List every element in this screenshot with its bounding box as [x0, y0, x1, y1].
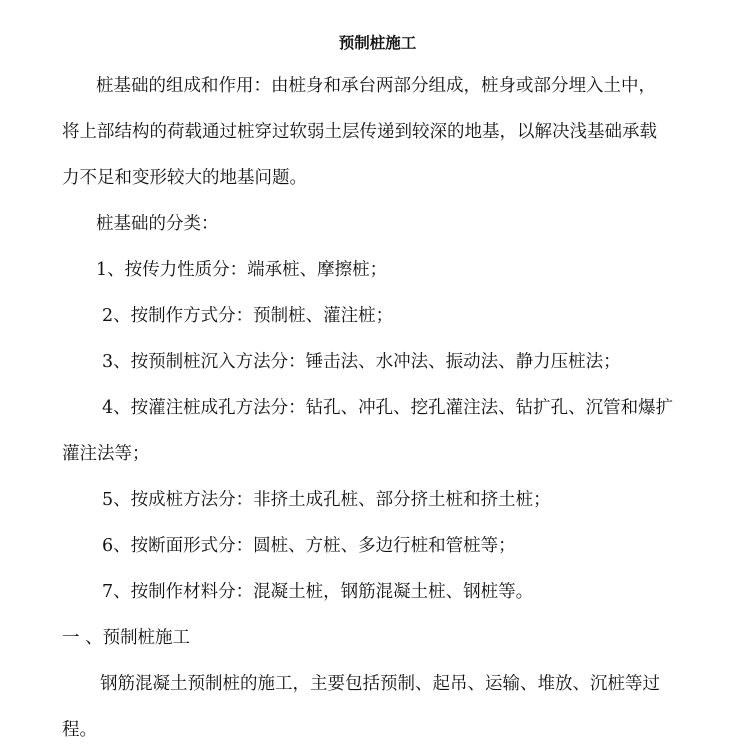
intro-line-1: 桩基础的组成和作用：由桩身和承台两部分组成，桩身或部分埋入土中， [96, 76, 656, 96]
intro-line-2: 将上部结构的荷载通过桩穿过软弱土层传递到较深的地基，以解决浅基础承载 [62, 122, 657, 142]
classification-item-3: 3、按预制桩沉入方法分：锤击法、水冲法、振动法、静力压桩法； [102, 352, 621, 372]
classification-item-4: 4、按灌注桩成孔方法分：钻孔、冲孔、挖孔灌注法、钻扩孔、沉管和爆扩 [102, 398, 674, 418]
classification-heading: 桩基础的分类： [96, 214, 219, 234]
classification-item-6: 6、按断面形式分：圆桩、方桩、多边行桩和管桩等； [102, 536, 516, 556]
classification-item-7: 7、按制作材料分：混凝土桩，钢筋混凝土桩、钢桩等。 [102, 582, 534, 602]
classification-item-5: 5、按成桩方法分：非挤土成孔桩、部分挤土桩和挤土桩； [102, 490, 551, 510]
section-heading: 一 、预制桩施工 [62, 628, 191, 648]
classification-item-1: 1、按传力性质分：端承桩、摩擦桩； [96, 260, 388, 280]
page-title: 预制桩施工 [338, 33, 417, 52]
section-paragraph-line-2: 程。 [62, 720, 97, 740]
intro-line-3: 力不足和变形较大的地基问题。 [62, 168, 307, 188]
classification-item-4-continued: 灌注法等； [62, 444, 150, 464]
section-paragraph-line-1: 钢筋混凝土预制桩的施工，主要包括预制、起吊、运输、堆放、沉桩等过 [100, 674, 660, 694]
classification-item-2: 2、按制作方式分：预制桩、灌注桩； [102, 306, 394, 326]
